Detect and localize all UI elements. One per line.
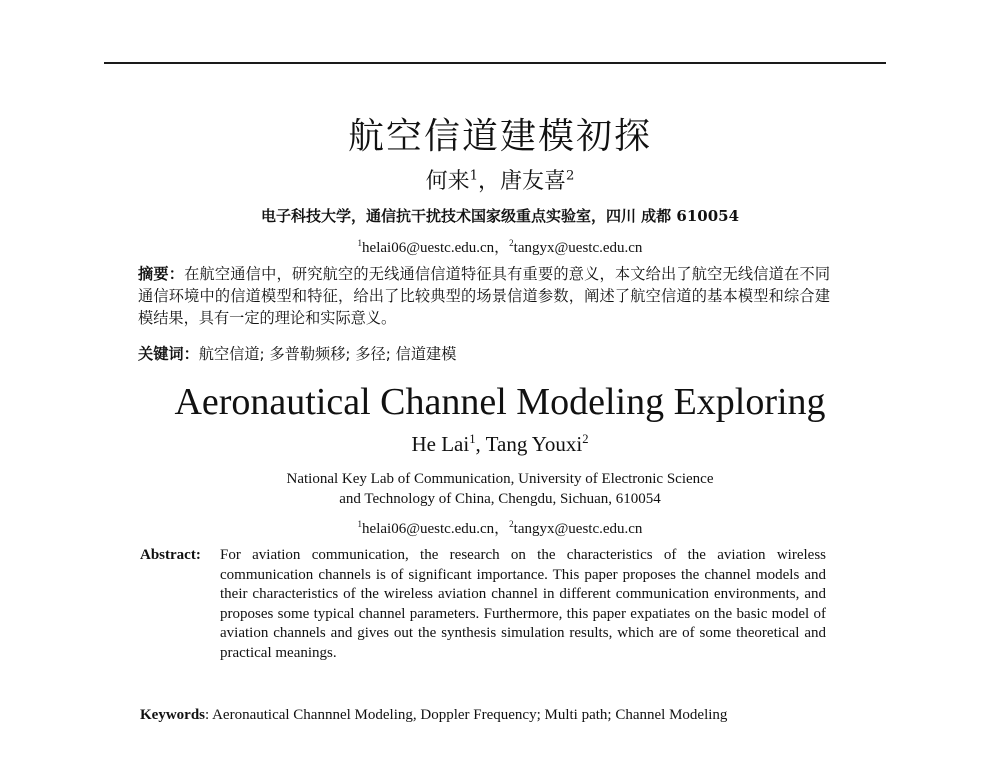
chinese-email-2-sup: 2 (509, 238, 514, 248)
chinese-abstract-label: 摘要： (138, 265, 185, 283)
english-email-2-sup: 2 (509, 519, 514, 529)
english-title: Aeronautical Channel Modeling Exploring (174, 381, 826, 423)
chinese-email-1: helai06@uestc.edu.cn， (362, 240, 510, 256)
english-author-1: He Lai (411, 432, 470, 456)
chinese-author-1: 何来 (425, 169, 470, 194)
english-emails (0, 517, 1000, 538)
english-email-1-sup: 1 (357, 519, 363, 529)
english-authors (0, 432, 1000, 457)
english-author-1-sup: 1 (469, 432, 476, 446)
english-keywords-label: Keywords (140, 707, 205, 723)
english-keywords (140, 706, 826, 725)
chinese-keywords-label: 关键词： (138, 345, 199, 363)
chinese-author-2: 唐友喜 (500, 169, 567, 194)
english-keywords-colon: : (205, 707, 210, 723)
english-author-2-sup: 2 (582, 432, 589, 446)
chinese-email-2: tangyx@uestc.edu.cn (513, 240, 643, 256)
chinese-email-1-sup: 1 (357, 238, 363, 248)
english-abstract-label: Abstract: (140, 547, 201, 563)
english-email-1: helai06@uestc.edu.cn， (362, 521, 510, 537)
english-affiliation (0, 469, 1000, 509)
chinese-author-separator: ， (477, 169, 500, 194)
chinese-title: 航空信道建模初探 (347, 116, 652, 157)
english-email-2: tangyx@uestc.edu.cn (513, 521, 643, 537)
header-rule (104, 62, 886, 64)
english-affiliation-line-2: and Technology of China, Chengdu, Sichuan, 610054 (339, 491, 661, 507)
chinese-author-1-sup: 1 (469, 168, 478, 184)
chinese-author-2-sup: 2 (566, 168, 575, 184)
english-keywords-text: Aeronautical Channnel Modeling, Doppler Frequency; Multi path; Channel Modeling (209, 707, 728, 723)
chinese-authors (0, 164, 1000, 195)
chinese-abstract (138, 263, 830, 329)
chinese-affiliation: 电子科技大学，通信抗干扰技术国家级重点实验室，四川 成都 610054 (260, 207, 740, 225)
chinese-keywords-text: 航空信道; 多普勒频移; 多径; 信道建模 (198, 345, 457, 363)
english-abstract-text: For aviation communication, the research on the characteristics of the aviation wireless communication channels is of significant importance. This paper proposes the channel models and their characteristics of the wireless aviation channel in different communication environments, and proposes some typical channel parameters. Furthermore, this paper expatiates on the basic model of aviation channels and gives out the synthesis simulation results, which are of some theoretical and practical meanings. (220, 547, 826, 661)
chinese-emails (0, 236, 1000, 257)
english-author-separator: , (475, 432, 486, 456)
chinese-keywords (138, 343, 456, 364)
english-abstract (140, 546, 826, 663)
chinese-abstract-text: 在航空通信中，研究航空的无线通信信道特征具有重要的意义，本文给出了航空无线信道在不同通信环境中的信道模型和特征，给出了比较典型的场景信道参数，阐述了航空信道的基本模型和综合建模结果，具有一定的理论和实际意义。 (138, 265, 831, 327)
english-author-2: Tang Youxi (485, 432, 583, 456)
english-affiliation-line-1: National Key Lab of Communication, University of Electronic Science (286, 471, 714, 487)
